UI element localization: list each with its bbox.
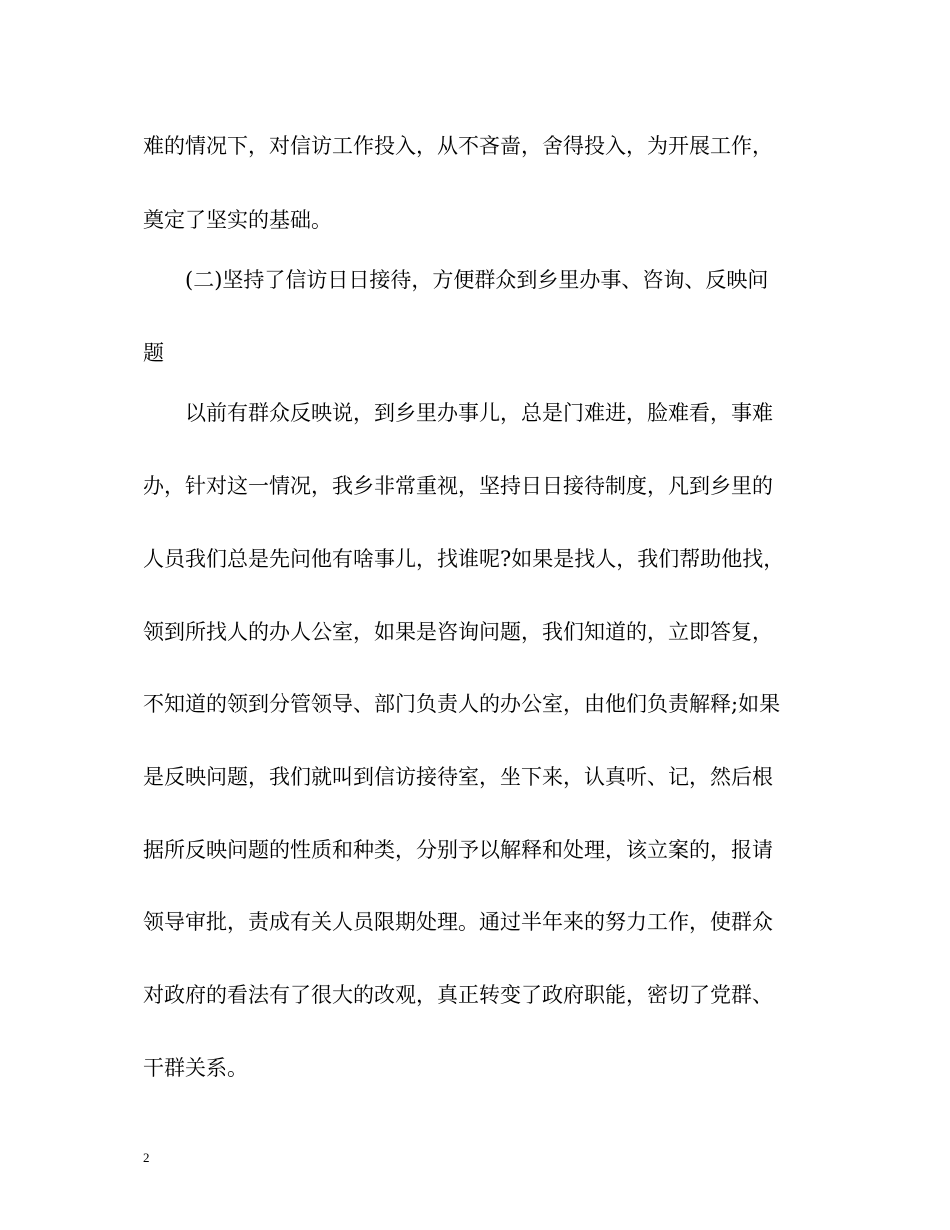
paragraph-line: 干群关系。 [143, 1056, 248, 1080]
section-heading: (二)坚持了信访日日接待，方便群众到乡里办事、咨询、反映问 [185, 268, 769, 292]
paragraph-line: 领导审批，责成有关人员限期处理。通过半年来的努力工作，使群众 [143, 910, 773, 934]
section-heading-continuation: 题 [143, 341, 164, 365]
paragraph-line: 办，针对这一情况，我乡非常重视，坚持日日接待制度，凡到乡里的 [143, 474, 773, 498]
paragraph-line: 是反映问题，我们就叫到信访接待室，坐下来，认真听、记，然后根 [143, 765, 773, 789]
text-line: 奠定了坚实的基础。 [143, 208, 332, 232]
paragraph-line: 以前有群众反映说，到乡里办事儿，总是门难进，脸难看，事难 [185, 401, 773, 425]
text-line: 难的情况下，对信访工作投入，从不吝啬，舍得投入，为开展工作， [143, 134, 773, 158]
page-number: 2 [143, 1150, 150, 1165]
paragraph-line: 领到所找人的办人公室，如果是咨询问题，我们知道的，立即答复， [143, 620, 773, 644]
paragraph-line: 不知道的领到分管领导、部门负责人的办公室，由他们负责解释;如果 [143, 692, 781, 716]
paragraph-line: 对政府的看法有了很大的改观，真正转变了政府职能，密切了党群、 [143, 983, 773, 1007]
paragraph-line: 据所反映问题的性质和种类，分别予以解释和处理，该立案的，报请 [143, 838, 773, 862]
paragraph-line: 人员我们总是先问他有啥事儿，找谁呢?如果是找人，我们帮助他找， [143, 547, 785, 571]
